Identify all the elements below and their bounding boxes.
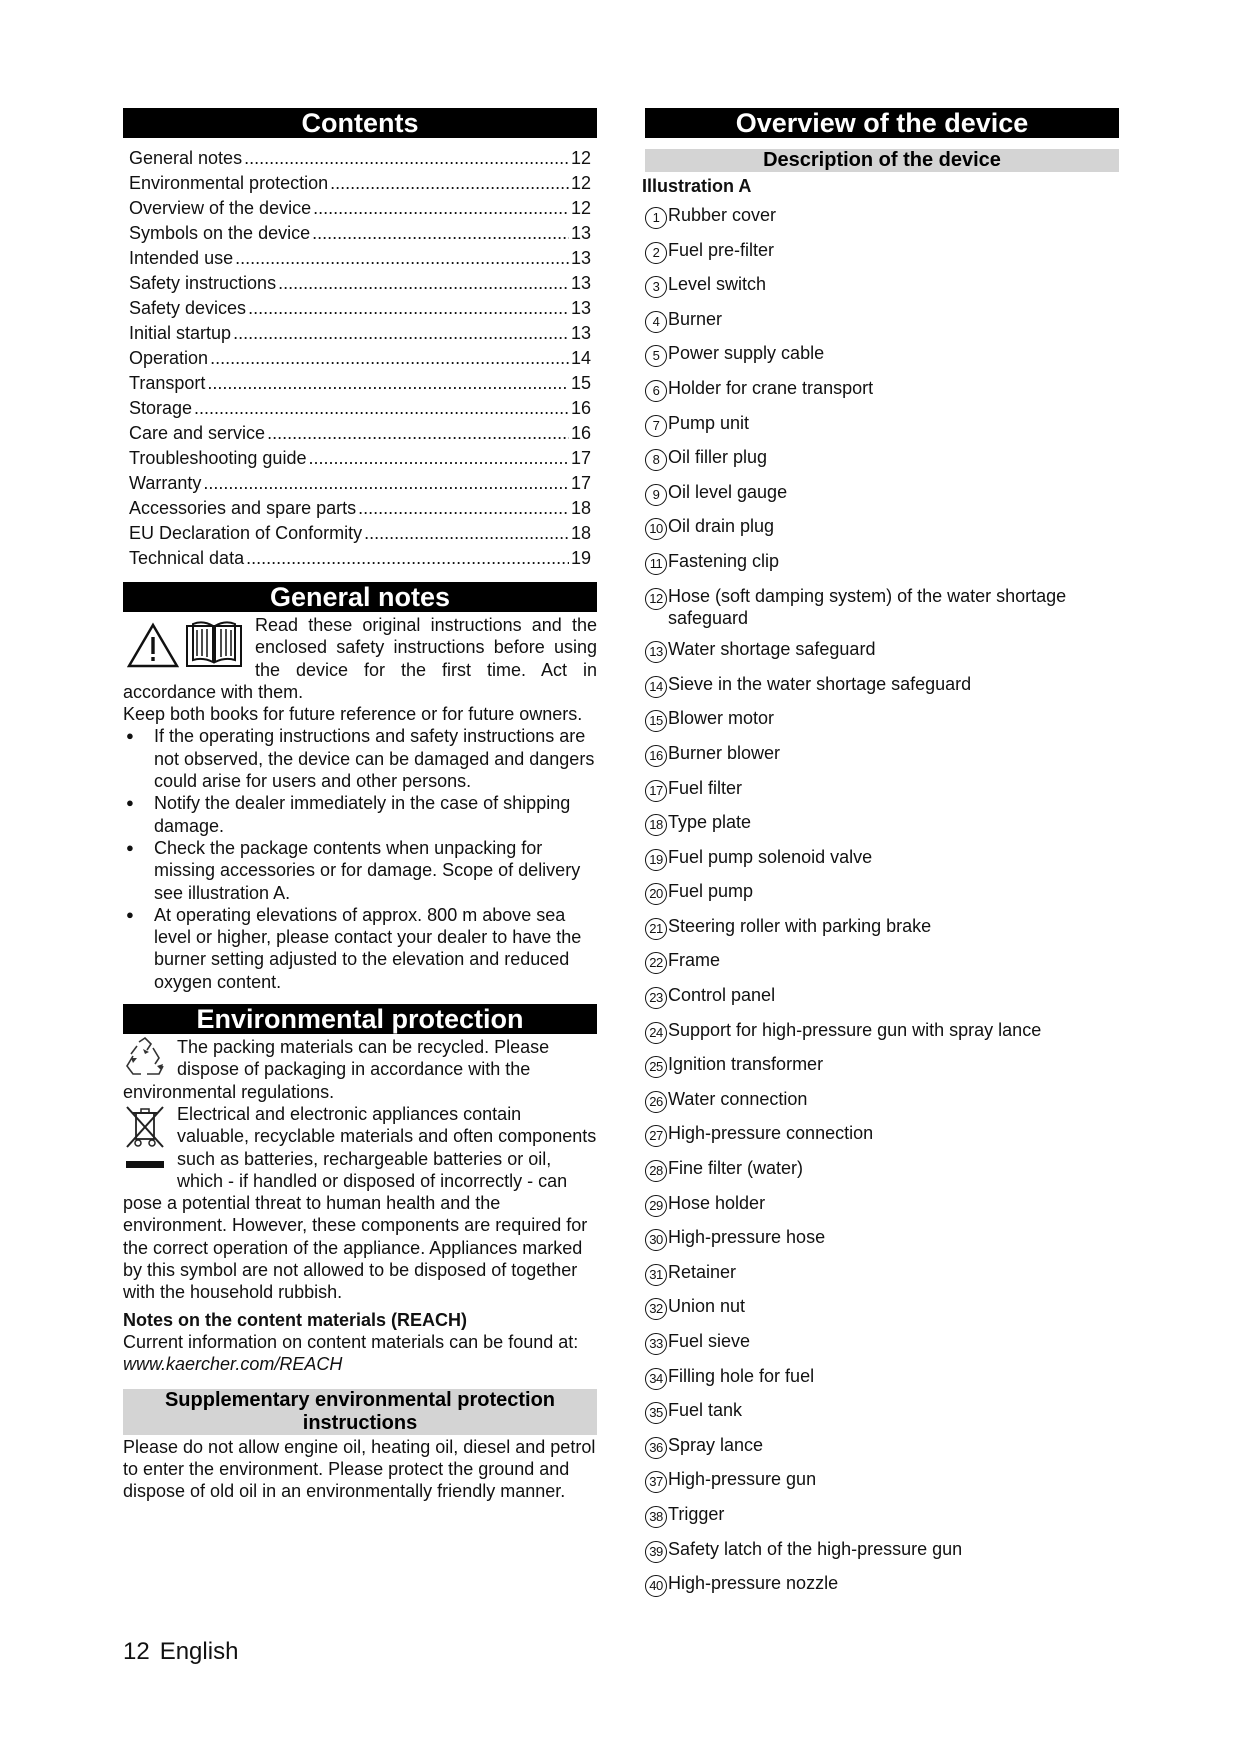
legend-number-badge: 7	[645, 415, 667, 437]
toc-entry-page: 12	[570, 173, 591, 193]
legend-item	[645, 515, 1119, 540]
toc-leader-dots	[330, 171, 569, 196]
legend-label: Oil drain plug	[668, 516, 775, 537]
toc-entry-page: 13	[570, 223, 591, 243]
legend-item	[645, 707, 1119, 732]
toc-entry-page: 13	[570, 273, 591, 293]
legend-item	[645, 1295, 1119, 1320]
legend-number-badge: 22	[645, 952, 667, 974]
toc-entry[interactable]	[129, 196, 591, 221]
legend-label: Water connection	[668, 1088, 808, 1109]
toc-entry[interactable]	[129, 471, 591, 496]
legend-label: Sieve in the water shortage safeguard	[668, 673, 972, 694]
toc-entry[interactable]	[129, 171, 591, 196]
legend-item	[645, 984, 1119, 1009]
legend-item	[645, 377, 1119, 402]
toc-leader-dots	[235, 246, 569, 271]
legend-label: Union nut	[668, 1296, 746, 1317]
legend-number-badge: 37	[645, 1471, 667, 1493]
supplementary-text: Please do not allow engine oil, heating oil, diesel and petrol to enter the environment. Please protect the ground and dispose of old oil in an environmentally friendly manner.	[123, 1436, 596, 1502]
legend-label: Fuel sieve	[668, 1331, 751, 1351]
legend-number-badge: 11	[645, 553, 667, 575]
legend-item	[645, 673, 1119, 698]
legend-item	[645, 585, 1119, 629]
legend-label: Blower motor	[668, 708, 775, 729]
toc-leader-dots	[278, 271, 569, 296]
toc-entry[interactable]	[129, 321, 591, 346]
general-notes-keep: Keep both books for future reference or for future owners.	[123, 704, 583, 725]
legend-label: Fine filter (water)	[668, 1158, 804, 1179]
legend-number-badge: 4	[645, 311, 667, 333]
legend-number-badge: 40	[645, 1575, 667, 1597]
toc-entry-page: 19	[570, 548, 591, 568]
recycle-block	[123, 1036, 597, 1103]
legend-item	[645, 915, 1119, 940]
legend-number-badge: 28	[645, 1160, 667, 1182]
recycle-icon	[123, 1036, 167, 1080]
legend-item	[645, 1434, 1119, 1459]
toc-entry-title: Transport	[129, 373, 206, 393]
general-notes-bullet: ● If the operating instructions and safety instructions are not observed, the device can be damaged and dangers could arise for users and other persons.	[123, 725, 597, 792]
legend-label: High-pressure connection	[668, 1123, 874, 1144]
environmental-heading: Environmental protection	[123, 1004, 597, 1034]
toc-leader-dots	[233, 321, 569, 346]
legend-label: Holder for crane transport	[668, 377, 874, 398]
right-column	[642, 108, 1119, 1597]
legend-label: High-pressure gun	[668, 1469, 817, 1490]
legend-label: High-pressure nozzle	[668, 1573, 839, 1594]
environmental-section	[123, 1036, 597, 1502]
legend-item	[645, 273, 1119, 298]
toc-entry-title: Operation	[129, 348, 209, 368]
toc-leader-dots	[194, 396, 569, 421]
toc-entry-page: 17	[570, 473, 591, 493]
toc-entry[interactable]	[129, 396, 591, 421]
legend-item	[645, 342, 1119, 367]
toc-entry[interactable]	[129, 546, 591, 571]
legend-number-badge: 8	[645, 449, 667, 471]
toc-entry[interactable]	[129, 271, 591, 296]
toc-entry-page: 16	[570, 398, 591, 418]
legend-label: Fastening clip	[668, 550, 780, 571]
legend-item	[645, 1053, 1119, 1078]
toc-leader-dots	[267, 421, 569, 446]
legend-label: Spray lance	[668, 1434, 764, 1455]
legend-number-badge: 25	[645, 1056, 667, 1078]
legend-label: Support for high-pressure gun with spray lance	[668, 1019, 1042, 1040]
reach-paragraph	[123, 1331, 597, 1376]
toc-entry[interactable]	[129, 246, 591, 271]
toc-leader-dots	[244, 146, 569, 171]
toc-entry-title: Troubleshooting guide	[129, 448, 307, 468]
legend-number-badge: 27	[645, 1125, 667, 1147]
legend-number-badge: 16	[645, 745, 667, 767]
legend-label: Steering roller with parking brake	[668, 915, 932, 936]
toc-entry-title: Initial startup	[129, 323, 232, 343]
general-notes-bullet: ● Check the package contents when unpacking for missing accessories or for damage. Scope of delivery see illustration A.	[123, 837, 597, 904]
crossed-bin-icon	[123, 1103, 167, 1179]
toc-entry[interactable]	[129, 346, 591, 371]
legend-item	[645, 1019, 1119, 1044]
component-legend	[645, 204, 1119, 1597]
contents-heading: Contents	[123, 108, 597, 138]
toc-entry-page: 12	[570, 148, 591, 168]
toc-entry[interactable]	[129, 446, 591, 471]
toc-entry-page: 13	[570, 298, 591, 318]
legend-item	[645, 446, 1119, 471]
legend-number-badge: 18	[645, 814, 667, 836]
legend-item	[645, 308, 1119, 333]
legend-label: Fuel tank	[668, 1400, 743, 1421]
toc-entry-title: Storage	[129, 398, 193, 418]
reach-text: Current information on content materials can be found at:	[123, 1331, 579, 1352]
legend-item	[645, 1088, 1119, 1113]
legend-item	[645, 880, 1119, 905]
reach-link[interactable]: www.kaercher.com/REACH	[123, 1354, 343, 1375]
legend-number-badge: 6	[645, 380, 667, 402]
legend-label: Oil level gauge	[668, 481, 788, 502]
left-column	[123, 108, 597, 1502]
legend-label: Trigger	[668, 1503, 725, 1524]
legend-label: Power supply cable	[668, 343, 825, 364]
legend-number-badge: 34	[645, 1368, 667, 1390]
footer-language: English	[159, 1638, 239, 1665]
toc-entry-title: Overview of the device	[129, 198, 312, 218]
general-notes-intro: Read these original instructions and the enclosed safety instructions before using the device for the first time. Act in accordance with them.	[123, 615, 597, 702]
warning-triangle-icon	[127, 622, 179, 668]
legend-item	[645, 1122, 1119, 1147]
legend-label: Water shortage safeguard	[668, 639, 876, 660]
toc-leader-dots	[313, 196, 569, 221]
legend-number-badge: 17	[645, 780, 667, 802]
legend-label: Control panel	[668, 985, 776, 1006]
weee-text: Electrical and electronic appliances contain valuable, recyclable materials and often components such as batteries, rechargeable batteries or oil, which - if handled or disposed of incorrectly - can pose a potential threat to human health and the environment. However, these components are required for the correct operation of the appliance. Appliances marked by this symbol are not allowed to be disposed of together with the household rubbish.	[123, 1103, 597, 1303]
legend-item	[645, 1261, 1119, 1286]
legend-number-badge: 15	[645, 710, 667, 732]
legend-item	[645, 204, 1119, 229]
manual-book-icon	[185, 620, 243, 668]
legend-label: Fuel filter	[668, 777, 743, 798]
legend-item	[645, 1226, 1119, 1251]
toc-entry-title: General notes	[129, 148, 243, 168]
legend-label: Fuel pre-filter	[668, 239, 775, 260]
legend-label: Level switch	[668, 274, 767, 295]
toc-entry-page: 18	[570, 498, 591, 518]
legend-item	[645, 1330, 1119, 1355]
legend-item	[645, 742, 1119, 767]
toc-entry-page: 13	[570, 323, 591, 343]
toc-entry-page: 14	[570, 348, 591, 368]
toc-entry-page: 18	[570, 523, 591, 543]
legend-item	[645, 777, 1119, 802]
toc-entry-title: Accessories and spare parts	[129, 498, 357, 518]
legend-label: Hose holder	[668, 1192, 766, 1213]
warning-icons	[127, 620, 243, 668]
legend-number-badge: 10	[645, 518, 667, 540]
supplementary-heading: Supplementary environmental protection instructions	[123, 1389, 597, 1435]
legend-number-badge: 12	[645, 588, 667, 610]
table-of-contents	[123, 146, 597, 571]
legend-number-badge: 39	[645, 1541, 667, 1563]
legend-item	[645, 550, 1119, 575]
legend-number-badge: 20	[645, 883, 667, 905]
legend-item	[645, 1365, 1119, 1390]
legend-label: Type plate	[668, 812, 752, 833]
toc-entry-title: Technical data	[129, 548, 245, 568]
weee-block	[123, 1103, 597, 1304]
legend-number-badge: 2	[645, 242, 667, 264]
recycle-text: The packing materials can be recycled. Please dispose of packaging in accordance with the environmental regulations.	[123, 1037, 550, 1102]
legend-label: Hose (soft damping system) of the water shortage safeguard	[668, 585, 1067, 628]
general-notes-bullet: ● At operating elevations of approx. 800 m above sea level or higher, please contact your dealer to have the burner setting adjusted to the elevation and reduced oxygen content.	[123, 904, 597, 993]
general-notes-section	[123, 614, 597, 993]
legend-label: Fuel pump	[668, 881, 754, 902]
general-notes-bullet: ● Notify the dealer immediately in the case of shipping damage.	[123, 792, 597, 837]
toc-entry[interactable]	[129, 521, 591, 546]
overview-heading: Overview of the device	[645, 108, 1119, 138]
legend-label: Pump unit	[668, 412, 750, 433]
legend-number-badge: 24	[645, 1022, 667, 1044]
toc-entry[interactable]	[129, 146, 591, 171]
toc-entry-title: Safety instructions	[129, 273, 277, 293]
general-notes-heading: General notes	[123, 582, 597, 612]
legend-label: Ignition transformer	[668, 1054, 824, 1075]
legend-number-badge: 21	[645, 918, 667, 940]
toc-leader-dots	[364, 521, 569, 546]
legend-label: Rubber cover	[668, 205, 777, 225]
legend-label: Retainer	[668, 1261, 737, 1282]
legend-label: Safety latch of the high-pressure gun	[668, 1538, 963, 1559]
legend-number-badge: 5	[645, 345, 667, 367]
legend-label: Fuel pump solenoid valve	[668, 846, 873, 867]
toc-entry[interactable]	[129, 496, 591, 521]
general-notes-intro-block	[123, 614, 597, 703]
toc-entry[interactable]	[129, 371, 591, 396]
toc-leader-dots	[203, 471, 569, 496]
legend-item	[645, 1538, 1119, 1563]
toc-entry-title: Symbols on the device	[129, 223, 311, 243]
toc-entry-page: 12	[570, 198, 591, 218]
legend-number-badge: 33	[645, 1333, 667, 1355]
legend-label: Frame	[668, 950, 721, 971]
legend-number-badge: 29	[645, 1195, 667, 1217]
toc-leader-dots	[207, 371, 569, 396]
legend-number-badge: 32	[645, 1298, 667, 1320]
legend-item	[645, 811, 1119, 836]
toc-entry-page: 17	[570, 448, 591, 468]
toc-entry-title: Environmental protection	[129, 173, 329, 193]
legend-number-badge: 31	[645, 1264, 667, 1286]
toc-leader-dots	[308, 446, 569, 471]
description-heading: Description of the device	[645, 149, 1119, 172]
toc-entry-title: Intended use	[129, 248, 234, 268]
legend-number-badge: 35	[645, 1402, 667, 1424]
toc-leader-dots	[246, 546, 569, 571]
page-number: 12	[123, 1638, 150, 1665]
legend-number-badge: 38	[645, 1506, 667, 1528]
legend-label: High-pressure hose	[668, 1227, 826, 1248]
toc-entry-title: EU Declaration of Conformity	[129, 523, 363, 543]
toc-entry[interactable]	[129, 221, 591, 246]
legend-item	[645, 239, 1119, 264]
toc-entry-title: Warranty	[129, 473, 202, 493]
legend-item	[645, 1572, 1119, 1597]
legend-item	[645, 1399, 1119, 1424]
legend-label: Burner	[668, 308, 723, 329]
legend-item	[645, 1192, 1119, 1217]
toc-entry-page: 13	[570, 248, 591, 268]
legend-label: Burner blower	[668, 742, 781, 763]
legend-item	[645, 638, 1119, 663]
toc-leader-dots	[210, 346, 569, 371]
legend-number-badge: 23	[645, 987, 667, 1009]
legend-item	[645, 1157, 1119, 1182]
reach-heading: Notes on the content materials (REACH)	[123, 1309, 468, 1330]
toc-leader-dots	[248, 296, 569, 321]
legend-number-badge: 19	[645, 849, 667, 871]
legend-label: Oil filler plug	[668, 447, 768, 468]
legend-number-badge: 3	[645, 276, 667, 298]
legend-item	[645, 1468, 1119, 1493]
legend-number-badge: 26	[645, 1091, 667, 1113]
legend-number-badge: 14	[645, 676, 667, 698]
page-footer	[123, 1638, 248, 1666]
legend-number-badge: 1	[645, 207, 667, 229]
legend-number-badge: 13	[645, 641, 667, 663]
toc-leader-dots	[312, 221, 569, 246]
legend-item	[645, 481, 1119, 506]
toc-leader-dots	[358, 496, 569, 521]
legend-item	[645, 412, 1119, 437]
legend-label: Filling hole for fuel	[668, 1365, 815, 1386]
toc-entry-title: Safety devices	[129, 298, 247, 318]
general-notes-bullets	[123, 725, 597, 993]
toc-entry-page: 16	[570, 423, 591, 443]
toc-entry-title: Care and service	[129, 423, 266, 443]
legend-number-badge: 9	[645, 484, 667, 506]
toc-entry[interactable]	[129, 421, 591, 446]
legend-item	[645, 949, 1119, 974]
toc-entry-page: 15	[570, 373, 591, 393]
legend-item	[645, 1503, 1119, 1528]
legend-number-badge: 36	[645, 1437, 667, 1459]
legend-number-badge: 30	[645, 1229, 667, 1251]
legend-item	[645, 846, 1119, 871]
illustration-label: Illustration A	[642, 176, 752, 196]
toc-entry[interactable]	[129, 296, 591, 321]
